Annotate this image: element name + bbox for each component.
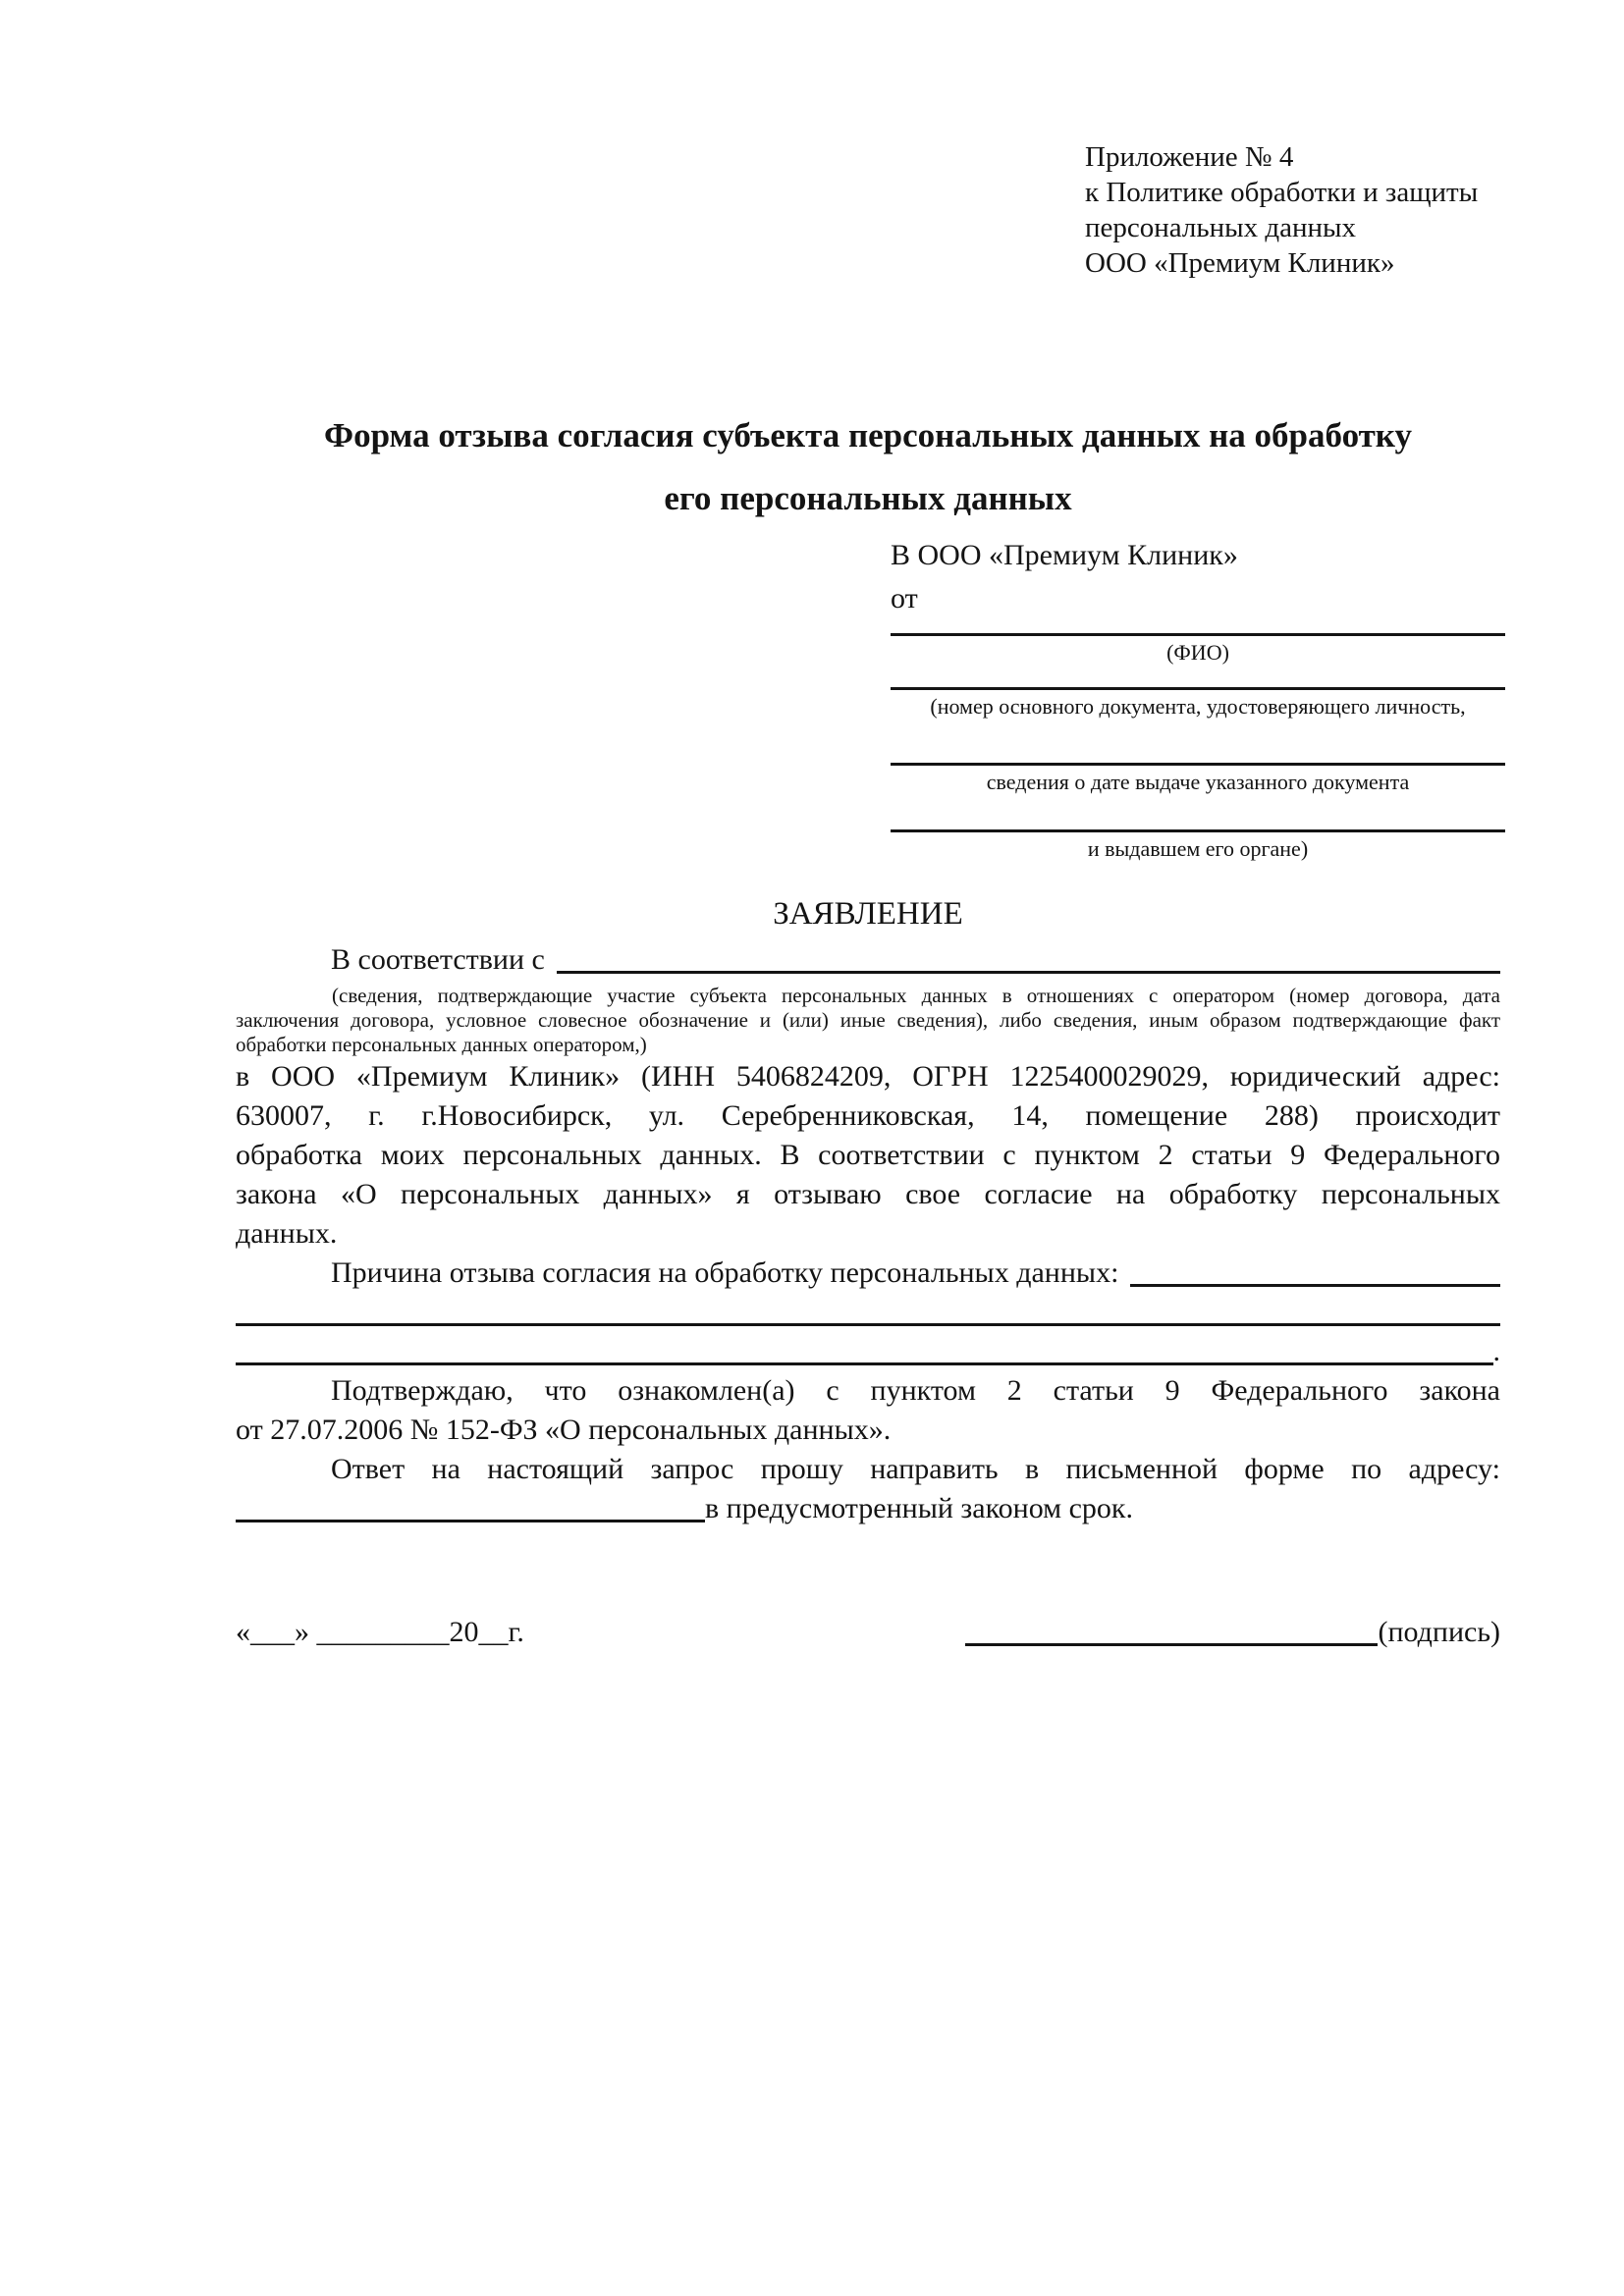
title-line: Форма отзыва согласия субъекта персональных данных на обработку [324,416,1412,454]
signature-blank-line [965,1643,1378,1646]
appendix-line: к Политике обработки и защиты [1085,177,1479,208]
address-blank-line [236,1489,705,1522]
blank-fill-line [236,1293,1500,1326]
main-paragraph-line: данных. [236,1217,338,1250]
confirm-paragraph-line: от 27.07.2006 № 152-ФЗ «О персональных данных». [236,1414,892,1446]
blank-line-period: . [1492,1335,1500,1367]
statement-body [236,0,1500,1654]
issue-date-caption: сведения о дате выдаче указанного документа [986,770,1410,794]
reply-address-blank-row [236,1489,1500,1528]
reply-tail: в предусмотренный законом срок. [705,1492,1133,1524]
footnote-line: (сведения, подтверждающие участие субъекта персональных данных в отношениях с оператором (номер договора, дата [332,984,1500,1007]
date-line: «___» _________20__г. [236,1616,524,1648]
footnote [236,984,1500,1057]
main-paragraph-line: в ООО «Премиум Клиник» (ИНН 5406824209, ОГРН 1225400029029, юридический адрес: [236,1060,1500,1093]
reason-line [236,1254,1500,1293]
statement-heading: ЗАЯВЛЕНИЕ [773,896,963,932]
reason-label: Причина отзыва согласия на обработку персональных данных: [331,1256,1119,1289]
main-paragraph-line: закона «О персональных данных» я отзываю свое согласие на обработку персональных [236,1178,1500,1210]
title-line: его персональных данных [664,479,1072,517]
issuing-authority-caption: и выдавшем его органе) [1087,836,1309,861]
footnote-line: заключения договора, условное словесное обозначение и (или) иные сведения), либо сведения, иным образом подтверждающие факт [236,1008,1500,1032]
reason-blank-row [236,1332,1500,1371]
reason-blank-row [236,1293,1500,1332]
accordance-blank-line [557,940,1500,974]
accordance-line [236,940,1500,980]
signature-caption: (подпись) [1378,1616,1500,1648]
appendix-line: ООО «Премиум Клиник» [1085,247,1395,279]
signature-area [965,1611,1500,1654]
blank-fill-line [236,1332,1493,1365]
addressee-from: от [891,582,918,614]
footnote-line: обработки персональных данных оператором,) [236,1033,647,1056]
main-paragraph-line: обработка моих персональных данных. В соответствии с пунктом 2 статьи 9 Федерального [236,1139,1500,1171]
appendix-line: персональных данных [1085,212,1357,243]
date-signature-row [236,1611,1500,1654]
main-paragraph-line: 630007, г. г.Новосибирск, ул. Серебренниковская, 14, помещение 288) происходит [236,1099,1500,1132]
addressee-org: В ООО «Премиум Клиник» [891,539,1238,571]
fio-caption: (ФИО) [1166,640,1229,665]
document-number-caption: (номер основного документа, удостоверяющего личность, [930,694,1466,719]
appendix-line: Приложение № 4 [1085,141,1294,173]
main-paragraph [236,1057,1500,1528]
reason-blank-line [1130,1254,1500,1287]
accordance-label: В соответствии с [331,943,545,976]
reply-address-line: Ответ на настоящий запрос прошу направить в письменной форме по адресу: [331,1453,1500,1485]
confirm-paragraph-line: Подтверждаю, что ознакомлен(а) с пунктом 2 статьи 9 Федерального закона [331,1374,1500,1407]
